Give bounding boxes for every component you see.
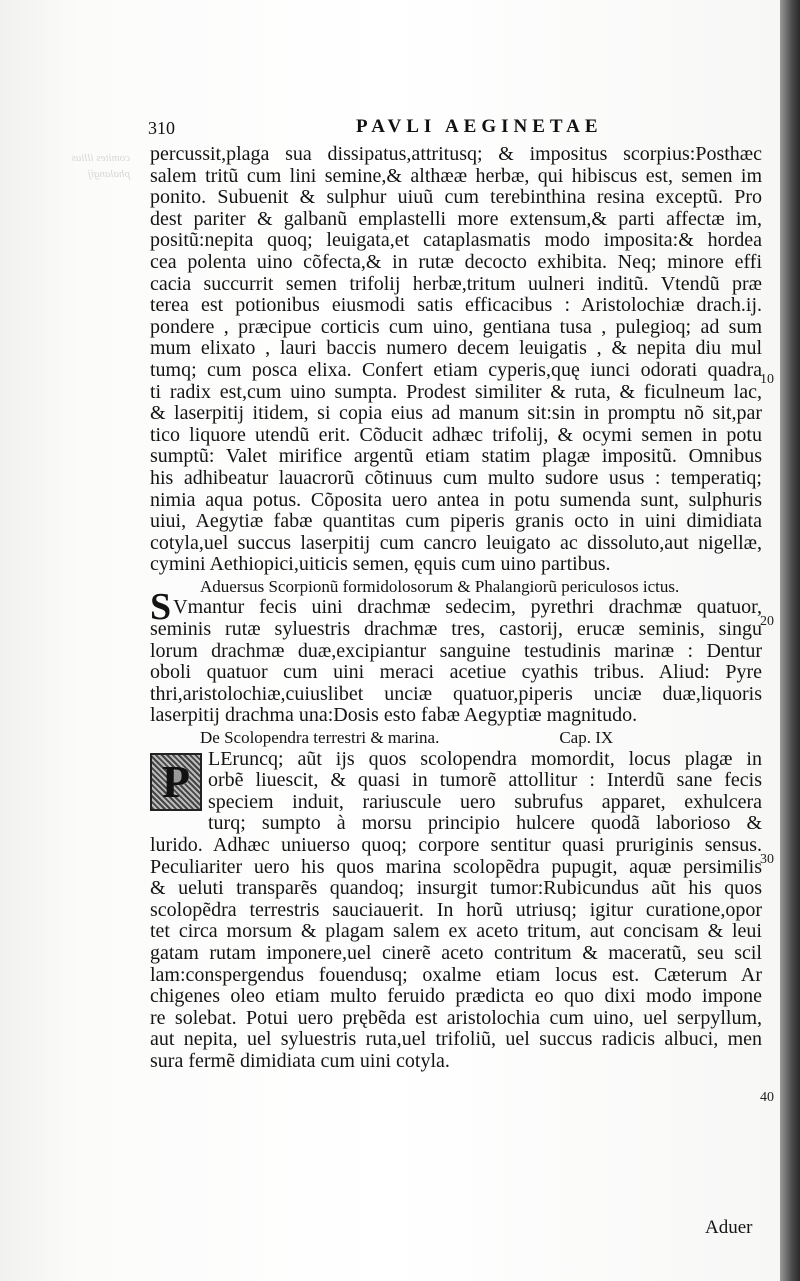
- text-line: [208, 770, 762, 792]
- text-line: [208, 813, 762, 835]
- text-line-content: tumq; cum posca elixa. Confert etiam cyperis,quę iunci odorati quadra: [150, 358, 762, 381]
- text-line-content: & ueluti transparẽs quandoq; insurgit tumor:Rubicundus aũt his quos: [150, 877, 762, 900]
- text-line: [150, 619, 762, 641]
- catchword: Aduer: [705, 1217, 753, 1238]
- text-line: [150, 490, 762, 512]
- text-line-content: seminis rutæ syluestris drachmæ tres, castorij, erucæ seminis, singu: [150, 618, 762, 641]
- text-line: [150, 965, 762, 987]
- text-line: [150, 274, 762, 296]
- text-line-content: oboli quatuor cum uini meraci acetiue cyathis tribus. Aliud: Pyre: [150, 661, 762, 684]
- text-line: [150, 144, 762, 166]
- text-line-content: aut nepita, uel syluestris ruta,uel trifoliũ, uel succus radicis albuci, men: [150, 1028, 762, 1051]
- text-line-content: tet circa morsum & plagam salem ex aceto tritum, aut concisam & leui: [150, 920, 762, 943]
- text-line: [150, 1029, 762, 1051]
- text-line-content: dest pariter & galbanũ emplastelli more extensum,& parti affectæ im,: [150, 207, 762, 230]
- text-line-content: & laserpitij itidem, si copia eius ad manum sit:sin in promptu nõ sit,par: [150, 402, 762, 425]
- text-line-content: his adhibeatur lauacrorũ cõtinuus cum multo sudore usus : temperatiq;: [150, 466, 762, 489]
- ghost-line: phalangij: [87, 168, 130, 180]
- text-line: [150, 425, 762, 447]
- text-line-content: laserpitij drachma una:Dosis esto fabæ Aegyptiæ magnitudo.: [150, 704, 638, 727]
- section-heading-scorpions: Aduersus Scorpionũ formidolosorum & Phalangiorũ periculosos ictus.: [200, 576, 680, 596]
- body-text: [150, 144, 762, 1073]
- text-line: [150, 230, 762, 252]
- text-line: [150, 684, 762, 706]
- page-header: [148, 116, 768, 140]
- line-number: 20: [760, 614, 774, 629]
- text-line: [150, 921, 762, 943]
- text-line-content: orbẽ liuescit, & quasi in tumorẽ attollitur : Interdũ sane fecis: [208, 769, 762, 792]
- text-line: [150, 641, 762, 663]
- text-line-content: cea polenta uino cõfecta,& in rutæ decocto exhibita. Neq; minore effi: [150, 250, 762, 273]
- text-line: [150, 554, 762, 576]
- text-line-content: lurido. Adhæc uniuerso quoq; corpore sentitur quasi pruriginis sensus.: [150, 834, 762, 856]
- text-line: [150, 187, 762, 209]
- text-line: [150, 943, 762, 965]
- text-line-content: mum elixato , lauri baccis numero decem leuigatis , & nepita diu mul: [150, 337, 762, 360]
- text-line: [150, 403, 762, 425]
- text-line: [150, 662, 762, 684]
- text-line-content: pondere , præcipue corticis cum uino, gentiana tusa , pulegioq; ad sum: [150, 315, 762, 338]
- text-line-content: sumptũ: Valet mirifice argentũ etiam statim plagæ impositũ. Omnibus: [150, 445, 762, 468]
- text-line: [150, 317, 762, 339]
- text-line: [150, 986, 762, 1008]
- text-line: [150, 338, 762, 360]
- text-line-content: uiui, Aegytiæ fabæ quantitas cum piperis granis octo in uini dimidiata: [150, 510, 762, 533]
- text-line-content: lam:conspergendus fouendusq; oxalme etiam locus est. Cæterum Ar: [150, 963, 762, 986]
- text-line-content: ti radix est,cum uino sumpta. Prodest similiter & ruta, & ficulneum lac,: [150, 380, 762, 403]
- text-line: [150, 857, 762, 879]
- text-line-content: speciem induit, rariuscule uero subrufus apparet, exhulcera: [208, 790, 762, 813]
- text-line-content: cymini Aethiopici,uiticis semen, ęquis cum uino partibus.: [150, 553, 611, 576]
- paragraph-1: [150, 144, 762, 576]
- text-line-content: terea est potionibus eiusmodi satis efficacibus : Aristolochiæ drach.ij.: [150, 294, 762, 317]
- text-line-content: tico liquore utendũ erit. Cõducit adhæc trifolij, & ocymi semen in potu: [150, 423, 762, 446]
- text-line-content: Peculiariter uero his quos marina scolopẽdra pupugit, aquæ persimilis: [150, 855, 762, 878]
- text-line-content: cotyla,uel succus laserpitij cum cancro leuigato ac dissoluto,aut nigellæ,: [150, 531, 762, 554]
- text-line-content: Vmantur fecis uini drachmæ sedecim, pyrethri drachmæ quatuor,: [173, 596, 762, 619]
- line-number: 30: [760, 852, 774, 867]
- paragraph-3: [150, 835, 762, 1073]
- text-line: [150, 1008, 762, 1030]
- text-line: [150, 252, 762, 274]
- text-line: [150, 878, 762, 900]
- text-line: [150, 1051, 762, 1073]
- chapter-number: Cap. IX: [559, 728, 614, 748]
- text-line-content: sura fermẽ dimidiata cum uini cotyla.: [150, 1049, 450, 1072]
- page-number: 310: [148, 118, 175, 138]
- chapter-opening: [150, 749, 762, 835]
- text-line-content: salem tritũ cum lini semine,& althææ herbæ, qui hibiscus est, semen im: [150, 164, 762, 187]
- text-line-content: cacia succurrit semen trifolij herbæ,tritum uulneri inditũ. Vtendũ præ: [150, 272, 762, 295]
- text-line: [208, 792, 762, 814]
- text-line: [150, 900, 762, 922]
- text-line-content: nimia aqua potus. Cõposita uero antea in potu sumenda sunt, sulphuris: [150, 488, 762, 511]
- text-line-content: re solebat. Potui uero prębẽda est aristolochia cum uino, uel serpyllum,: [150, 1006, 762, 1029]
- running-head: PAVLI AEGINETAE: [356, 116, 603, 137]
- text-line-content: gatam rutam imponere,uel cinerẽ aceto contritum & maceratũ, seu scil: [150, 941, 762, 964]
- text-line: [150, 468, 762, 490]
- text-line-content: thri,aristolochiæ,cuiuslibet unciæ quatuor,piperis unciæ duæ,liquoris: [150, 682, 762, 705]
- text-line: [150, 533, 762, 555]
- line-number: 10: [760, 372, 774, 387]
- text-line: [150, 382, 762, 404]
- ghost-line: comites illius: [71, 152, 130, 164]
- text-line: [150, 446, 762, 468]
- text-line: [150, 835, 762, 857]
- text-line-content: ponito. Subuenit & sulphur uiuũ cum terebinthina resina exceptũ. Pro: [150, 186, 762, 209]
- decorated-initial: P: [150, 753, 202, 811]
- line-number: 40: [760, 1090, 774, 1105]
- chapter-heading: [150, 727, 762, 749]
- chapter-title: De Scolopendra terrestri & marina.: [200, 728, 440, 748]
- initial-letter: S: [150, 586, 172, 629]
- text-line-content: positũ:nepita quoq; leuigata,et cataplasmatis modo imposita:& hordea: [150, 229, 762, 252]
- text-line: [150, 166, 762, 188]
- page-edge-shadow: [780, 0, 800, 1281]
- paragraph-3-indented: [150, 749, 762, 835]
- show-through-text: [60, 150, 130, 182]
- text-line: [150, 209, 762, 231]
- text-line: [150, 705, 762, 727]
- text-line: [150, 360, 762, 382]
- text-line-content: chigenes oleo etiam multo feruido prædicta eo quo dixi modo impone: [150, 985, 762, 1008]
- text-line-content: turq; sumpto à morsu principio hulcere quodã laborioso &: [208, 812, 762, 835]
- text-line: [150, 511, 762, 533]
- text-line-content: percussit,plaga sua dissipatus,attritusq; & impositus scorpius:Posthæc: [150, 143, 762, 165]
- text-line-content: lorum drachmæ duæ,excipiantur sanguine testudinis marinæ : Dentur: [150, 639, 762, 662]
- text-line: [208, 749, 762, 771]
- text-line-content: scolopẽdra terrestris sauciauerit. In horũ utriusq; igitur curatione,opor: [150, 898, 762, 921]
- text-line-content: LEruncq; aũt ijs quos scolopendra momordit, locus plagæ in: [208, 747, 762, 770]
- text-line: [150, 295, 762, 317]
